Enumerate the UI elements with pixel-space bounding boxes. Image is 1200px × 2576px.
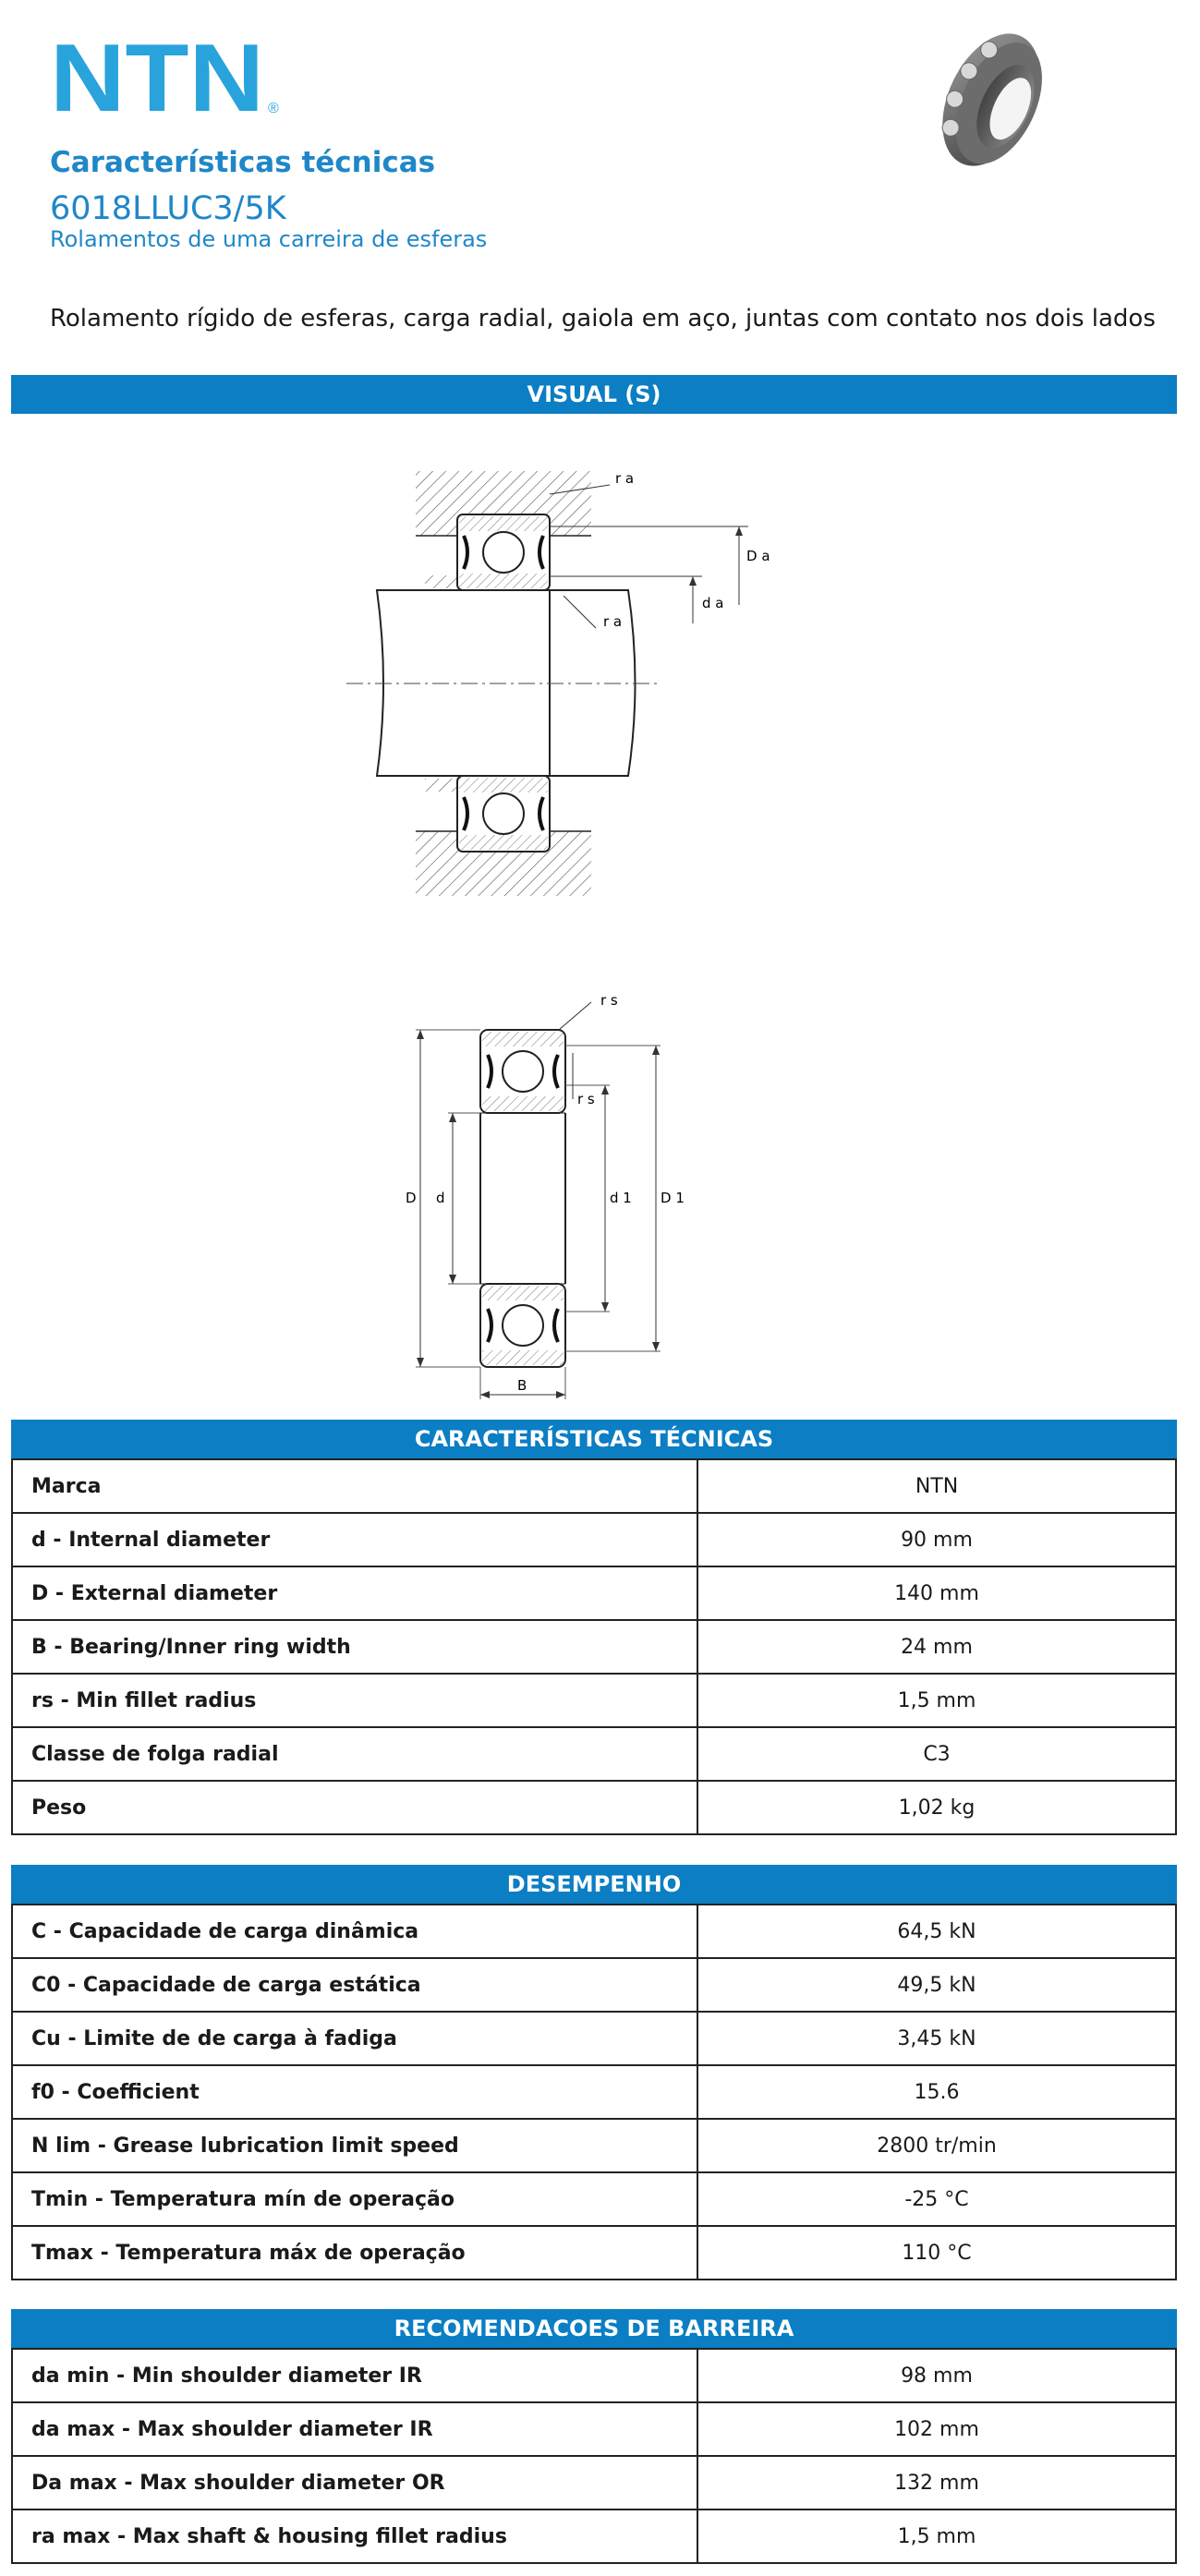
row-label: Classe de folga radial (12, 1727, 697, 1781)
row-value: 98 mm (697, 2349, 1176, 2402)
table-row (12, 2509, 1176, 2563)
table-row (12, 1566, 1176, 1620)
label-ra-mid: r a (603, 613, 623, 630)
table-row (12, 2065, 1176, 2119)
row-label: D - External diameter (12, 1566, 697, 1620)
table-row (12, 1620, 1176, 1674)
row-value: -25 °C (697, 2172, 1176, 2226)
bearing-section-drawing (397, 988, 702, 1413)
row-value: 132 mm (697, 2456, 1176, 2509)
bearing-top-section (457, 514, 550, 590)
table-row (12, 1905, 1176, 1958)
row-label: Peso (12, 1781, 697, 1834)
specs-section-header: CARACTERÍSTICAS TÉCNICAS (11, 1420, 1177, 1458)
row-value: 3,45 kN (697, 2012, 1176, 2065)
product-subtitle: Rolamentos de uma carreira de esferas (50, 226, 488, 252)
model-number: 6018LLUC3/5K (50, 190, 286, 227)
label-D1: D 1 (661, 1190, 685, 1206)
label-B: B (517, 1377, 527, 1394)
row-value: 90 mm (697, 1513, 1176, 1566)
row-value: 2800 tr/min (697, 2119, 1176, 2172)
barrier-section-header: RECOMENDACOES DE BARREIRA (11, 2309, 1177, 2348)
performance-section-header: DESEMPENHO (11, 1865, 1177, 1904)
row-label: B - Bearing/Inner ring width (12, 1620, 697, 1674)
table-row (12, 2012, 1176, 2065)
product-description: Rolamento rígido de esferas, carga radial, gaiola em aço, juntas com contato nos dois lados (50, 305, 1156, 333)
barrier-table (11, 2348, 1177, 2564)
row-label: rs - Min fillet radius (12, 1674, 697, 1727)
row-value: 140 mm (697, 1566, 1176, 1620)
label-Da: D a (746, 548, 770, 564)
table-row (12, 1958, 1176, 2012)
row-label: Cu - Limite de de carga à fadiga (12, 2012, 697, 2065)
row-label: C - Capacidade de carga dinâmica (12, 1905, 697, 1958)
visual-section-header: VISUAL (S) (11, 375, 1177, 414)
bearing-product-image (922, 18, 1061, 180)
row-value: 1,02 kg (697, 1781, 1176, 1834)
row-value: NTN (697, 1459, 1176, 1513)
label-d1: d 1 (610, 1190, 632, 1206)
table-row (12, 2456, 1176, 2509)
bearing-bottom-section (457, 776, 550, 852)
label-da: d a (702, 595, 724, 611)
performance-table (11, 1904, 1177, 2280)
row-label: Tmax - Temperatura máx de operação (12, 2226, 697, 2280)
row-value: 102 mm (697, 2402, 1176, 2456)
label-rs-top: r s (600, 992, 618, 1009)
mounting-drawing (342, 457, 776, 910)
row-label: C0 - Capacidade de carga estática (12, 1958, 697, 2012)
row-label: f0 - Coefficient (12, 2065, 697, 2119)
label-D: D (406, 1190, 417, 1206)
row-label: Tmin - Temperatura mín de operação (12, 2172, 697, 2226)
table-row (12, 2226, 1176, 2280)
specs-table (11, 1458, 1177, 1835)
row-label: d - Internal diameter (12, 1513, 697, 1566)
table-row (12, 2349, 1176, 2402)
table-row (12, 1781, 1176, 1834)
row-value: 64,5 kN (697, 1905, 1176, 1958)
row-value: 49,5 kN (697, 1958, 1176, 2012)
row-value: C3 (697, 1727, 1176, 1781)
label-d: d (436, 1190, 445, 1206)
table-row (12, 1727, 1176, 1781)
row-value: 1,5 mm (697, 1674, 1176, 1727)
row-label: ra max - Max shaft & housing fillet radius (12, 2509, 697, 2563)
row-label: da max - Max shoulder diameter IR (12, 2402, 697, 2456)
row-value: 1,5 mm (697, 2509, 1176, 2563)
table-row (12, 1674, 1176, 1727)
ntn-logo (50, 37, 281, 120)
registered-mark: ® (268, 101, 279, 116)
row-label: Marca (12, 1459, 697, 1513)
row-label: da min - Min shoulder diameter IR (12, 2349, 697, 2402)
page-title: Características técnicas (50, 146, 436, 179)
table-row (12, 1513, 1176, 1566)
table-row (12, 2172, 1176, 2226)
table-row (12, 1459, 1176, 1513)
logo-text: NTN (50, 37, 264, 120)
row-value: 15.6 (697, 2065, 1176, 2119)
table-row (12, 2402, 1176, 2456)
row-label: N lim - Grease lubrication limit speed (12, 2119, 697, 2172)
row-value: 24 mm (697, 1620, 1176, 1674)
table-row (12, 2119, 1176, 2172)
label-ra-top: r a (615, 470, 635, 487)
row-label: Da max - Max shoulder diameter OR (12, 2456, 697, 2509)
label-rs-mid: r s (577, 1091, 595, 1107)
row-value: 110 °C (697, 2226, 1176, 2280)
